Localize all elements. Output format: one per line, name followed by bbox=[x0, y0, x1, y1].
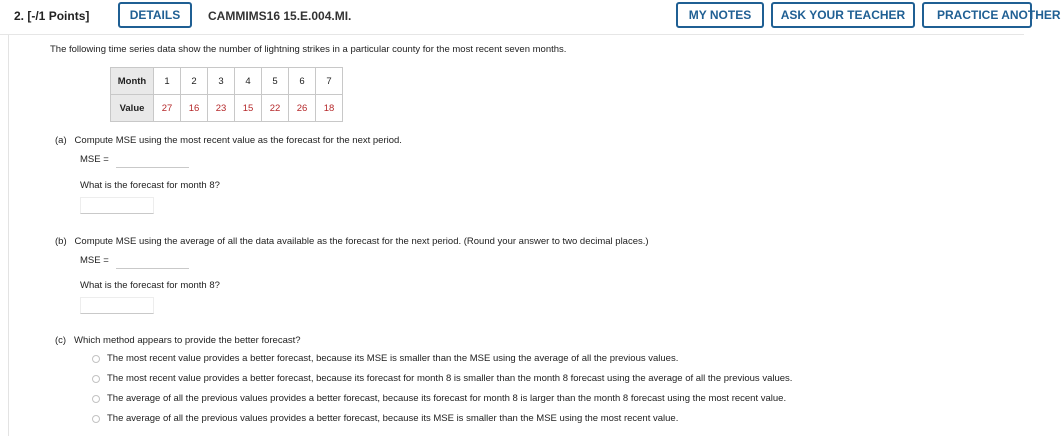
question-intro: The following time series data show the number of lightning strikes in a particular county for the most recent seven months. bbox=[50, 44, 567, 55]
table-cell: 4 bbox=[235, 68, 262, 95]
option-label: The most recent value provides a better forecast, because its MSE is smaller than the MSE using the average of all the previous values. bbox=[107, 353, 679, 364]
radio-button[interactable] bbox=[92, 415, 100, 423]
table-cell: 2 bbox=[181, 68, 208, 95]
question-number-points: 2. [-/1 Points] bbox=[14, 9, 90, 23]
part-c-option-1[interactable] bbox=[92, 353, 678, 364]
part-c-option-2[interactable] bbox=[92, 373, 792, 384]
left-border bbox=[8, 34, 9, 436]
row-header-value: Value bbox=[111, 95, 154, 122]
option-label: The average of all the previous values provides a better forecast, because its forecast for month 8 is larger than the month 8 forecast using the most recent value. bbox=[107, 393, 787, 404]
radio-button[interactable] bbox=[92, 395, 100, 403]
part-c-prompt: (c) Which method appears to provide the better forecast? bbox=[55, 335, 301, 346]
question-header bbox=[0, 0, 1061, 35]
question-code: CAMMIMS16 15.E.004.MI. bbox=[208, 9, 352, 23]
part-b-prompt: (b) Compute MSE using the average of all the data available as the forecast for the next period. (Round your answer to two decimal places.) bbox=[55, 236, 649, 247]
table-cell: 22 bbox=[262, 95, 289, 122]
part-a-forecast-question: What is the forecast for month 8? bbox=[80, 180, 220, 191]
option-label: The most recent value provides a better forecast, because its forecast for month 8 is smaller than the month 8 forecast using the average of all the previous values. bbox=[107, 373, 793, 384]
option-label: The average of all the previous values provides a better forecast, because its MSE is smaller than the MSE using the most recent value. bbox=[107, 413, 679, 424]
table-cell: 16 bbox=[181, 95, 208, 122]
table-cell: 15 bbox=[235, 95, 262, 122]
table-cell: 5 bbox=[262, 68, 289, 95]
part-a-mse-label: MSE = bbox=[80, 154, 109, 165]
details-button[interactable]: DETAILS bbox=[118, 2, 192, 28]
practice-another-button[interactable]: PRACTICE ANOTHER bbox=[922, 2, 1032, 28]
part-b-mse-input[interactable] bbox=[116, 253, 189, 269]
part-b-mse-label: MSE = bbox=[80, 255, 109, 266]
part-a-prompt: (a) Compute MSE using the most recent value as the forecast for the next period. bbox=[55, 135, 402, 146]
radio-button[interactable] bbox=[92, 375, 100, 383]
table-cell: 26 bbox=[289, 95, 316, 122]
table-cell: 7 bbox=[316, 68, 343, 95]
table-row-value bbox=[111, 95, 343, 122]
table-row-month bbox=[111, 68, 343, 95]
table-cell: 27 bbox=[154, 95, 181, 122]
part-b-forecast-question: What is the forecast for month 8? bbox=[80, 280, 220, 291]
table-cell: 23 bbox=[208, 95, 235, 122]
my-notes-button[interactable]: MY NOTES bbox=[676, 2, 764, 28]
row-header-month: Month bbox=[111, 68, 154, 95]
part-c-option-4[interactable] bbox=[92, 413, 678, 424]
part-a-mse-input[interactable] bbox=[116, 152, 189, 168]
radio-button[interactable] bbox=[92, 355, 100, 363]
part-b-forecast-input[interactable] bbox=[80, 297, 154, 314]
table-cell: 18 bbox=[316, 95, 343, 122]
table-cell: 1 bbox=[154, 68, 181, 95]
part-c-option-3[interactable] bbox=[92, 393, 786, 404]
data-table bbox=[110, 67, 343, 122]
ask-your-teacher-button[interactable]: ASK YOUR TEACHER bbox=[771, 2, 915, 28]
table-cell: 3 bbox=[208, 68, 235, 95]
part-a-forecast-input[interactable] bbox=[80, 197, 154, 214]
table-cell: 6 bbox=[289, 68, 316, 95]
